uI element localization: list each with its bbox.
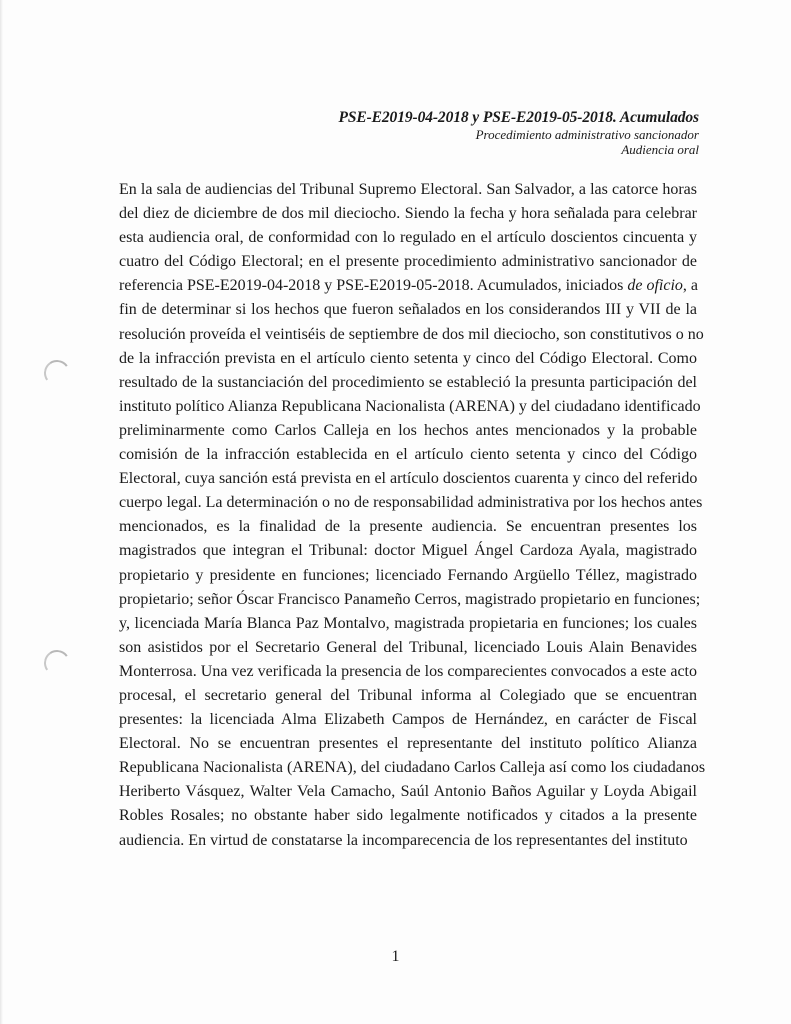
body-line: cuatro del Código Electoral; en el presente procedimiento administrativo sancionador de xyxy=(119,253,697,271)
body-line: Electoral. No se encuentran presentes el representante del instituto político Alianza xyxy=(119,735,697,753)
punch-hole-mark xyxy=(42,358,72,388)
body-line: En la sala de audiencias del Tribunal Supremo Electoral. San Salvador, a las catorce horas xyxy=(119,181,697,198)
body-line: comisión de la infracción establecida en el artículo ciento setenta y cinco del Código xyxy=(119,446,697,464)
document-header xyxy=(338,108,699,157)
document-body xyxy=(119,178,706,853)
body-line: esta audiencia oral, de conformidad con lo regulado en el artículo doscientos cincuenta y xyxy=(119,229,697,247)
body-line: de la infracción prevista en el artículo ciento setenta y cinco del Código Electoral. Como xyxy=(119,349,697,367)
body-line: resolución proveída el veintiséis de septiembre de dos mil dieciocho, son constitutivos o no xyxy=(119,325,704,343)
case-reference: PSE-E2019-04-2018 y PSE-E2019-05-2018. Acumulados xyxy=(338,109,699,126)
punch-hole-mark xyxy=(42,648,72,678)
body-line: preliminarmente como Carlos Calleja en los hechos antes mencionados y la probable xyxy=(119,421,697,439)
page-edge-shadow xyxy=(0,0,3,1024)
body-line: Electoral, cuya sanción está prevista en el artículo doscientos cuarenta y cinco del referido xyxy=(119,470,698,488)
body-line: propietario y presidente en funciones; licenciado Fernando Argüello Téllez, magistrado xyxy=(119,566,697,584)
body-line: presentes: la licenciada Alma Elizabeth Campos de Hernández, en carácter de Fiscal xyxy=(119,711,697,729)
body-line: son asistidos por el Secretario General del Tribunal, licenciado Louis Alain Benavides xyxy=(119,638,697,656)
body-line: instituto político Alianza Republicana Nacionalista (ARENA) y del ciudadano identificado xyxy=(119,397,701,415)
body-line: propietario; señor Óscar Francisco Panameño Cerros, magistrado propietario en funciones; xyxy=(119,590,701,608)
body-line: Republicana Nacionalista (ARENA), del ciudadano Carlos Calleja así como los ciudadanos xyxy=(119,759,706,777)
body-line: Monterrosa. Una vez verificada la presencia de los comparecientes convocados a este acto xyxy=(119,662,697,680)
body-line: Heriberto Vásquez, Walter Vela Camacho, Saúl Antonio Baños Aguilar y Loyda Abigail xyxy=(119,783,697,801)
body-line: referencia PSE-E2019-04-2018 y PSE-E2019-05-2018. Acumulados, iniciados de oficio, a xyxy=(119,277,699,295)
body-line: mencionados, es la finalidad de la presente audiencia. Se encuentran presentes los xyxy=(119,518,697,536)
body-line: del diez de diciembre de dos mil dieciocho. Siendo la fecha y hora señalada para celebrar xyxy=(119,205,697,223)
page-number: 1 xyxy=(391,948,400,965)
act-type: Audiencia oral xyxy=(621,142,699,157)
body-line: magistrados que integran el Tribunal: doctor Miguel Ángel Cardoza Ayala, magistrado xyxy=(119,542,697,560)
procedure-type: Procedimiento administrativo sancionador xyxy=(475,127,699,142)
body-line: y, licenciada María Blanca Paz Montalvo, magistrada propietaria en funciones; los cuales xyxy=(119,614,697,632)
body-line: resultado de la sustanciación del procedimiento se estableció la presunta participación del xyxy=(119,373,697,391)
body-line: Robles Rosales; no obstante haber sido legalmente notificados y citados a la presente xyxy=(119,807,697,825)
body-line: cuerpo legal. La determinación o no de responsabilidad administrativa por los hechos antes xyxy=(119,494,703,512)
italic-phrase: de oficio xyxy=(627,277,683,295)
body-line: audiencia. En virtud de constatarse la incomparecencia de los representantes del instituto xyxy=(119,831,688,849)
body-line: fin de determinar si los hechos que fueron señalados en los considerandos III y VII de la xyxy=(119,301,697,319)
body-line: procesal, el secretario general del Tribunal informa al Colegiado que se encuentran xyxy=(119,686,697,704)
